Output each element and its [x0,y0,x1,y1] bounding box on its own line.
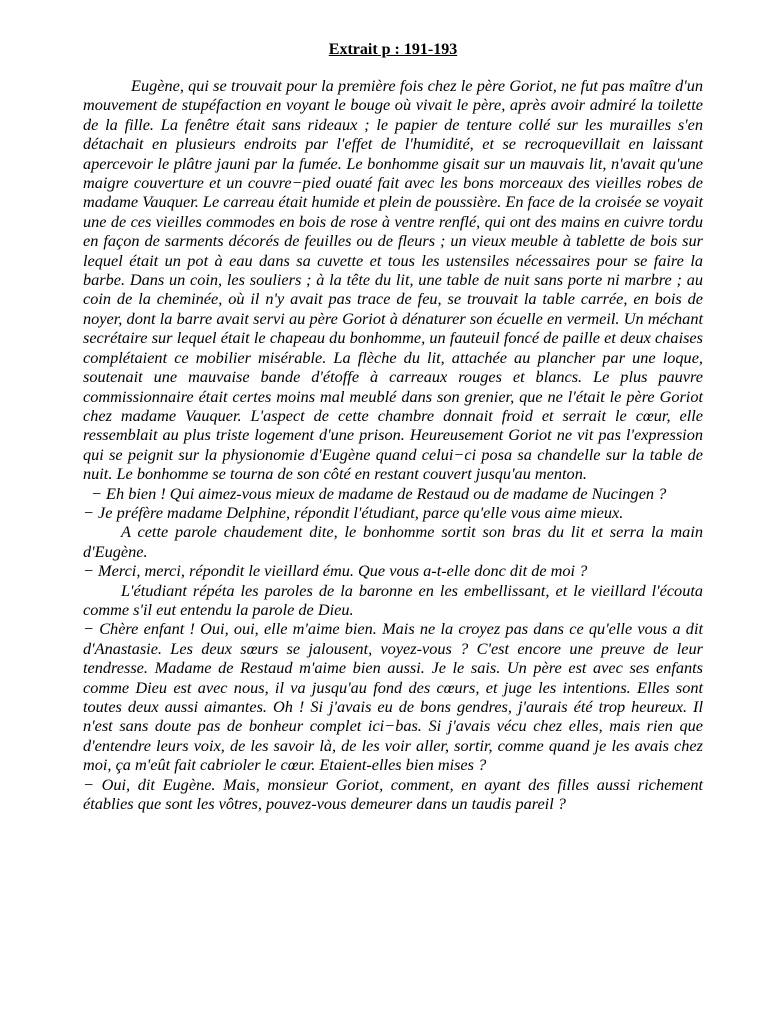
document-body [83,76,703,813]
paragraph-narration: A cette parole chaudement dite, le bonhomme sortit son bras du lit et serra la main d'Eugène. [83,522,703,561]
document-page [83,40,703,813]
paragraph-dialogue-reply: − Oui, dit Eugène. Mais, monsieur Goriot, comment, en ayant des filles aussi richement établies que sont les vôtres, pouvez-vous demeurer dans un taudis pareil ? [83,774,703,814]
paragraph-description: Eugène, qui se trouvait pour la première fois chez le père Goriot, ne fut pas maître d'un mouvement de stupéfaction en voyant le bouge où vivait le père, après avoir admiré la toilette de la fille. La fenêtre était sans rideaux ; le papier de tenture collé sur les murailles s'en détachait en plusieurs endroits par l'effet de l'humidité, et se recroquevillait en laissant apercevoir le plâtre jauni par la fumée. Le bonhomme gisait sur un mauvais lit, n'avait qu'une maigre couverture et un couvre−pied ouaté fait avec les bons morceaux des vieilles robes de madame Vauquer. Le carreau était humide et plein de poussière. En face de la croisée se voyait une de ces vieilles commodes en bois de rose à ventre renflé, qui ont des mains en cuivre tordu en façon de sarments décorés de feuilles ou de fleurs ; un vieux meuble à tablette de bois sur lequel était un pot à eau dans sa cuvette et tous les ustensiles nécessaires pour se faire la barbe. Dans un coin, les souliers ; à la tête du lit, une table de nuit sans porte ni marbre ; au coin de la cheminée, où il n'y avait pas trace de feu, se trouvait la table carrée, en bois de noyer, dont la barre avait servi au père Goriot à dénaturer son écuelle en vermeil. Un méchant secrétaire sur lequel était le chapeau du bonhomme, un fauteuil foncé de paille et deux chaises complétaient ce mobilier misérable. La flèche du lit, attachée au plancher par une loque, soutenait une mauvaise bande d'étoffe à carreaux rouges et blancs. Le plus pauvre commissionnaire était certes moins mal meublé dans son grenier, que ne l'était le père Goriot chez madame Vauquer. L'aspect de cette chambre donnait froid et serrait le cœur, elle ressemblait au plus triste logement d'une prison. Heureusement Goriot ne vit pas l'expression qui se peignit sur la physionomie d'Eugène quand celui−ci posa sa chandelle sur la table de nuit. Le bonhomme se tourna de son côté en restant couvert jusqu'au menton. [83,76,703,484]
document-title: Extrait p : 191-193 [328,41,458,58]
paragraph-dialogue-monologue: − Chère enfant ! Oui, oui, elle m'aime bien. Mais ne la croyez pas dans ce qu'elle vous a dit d'Anastasie. Les deux sœurs se jalousent, voyez-vous ? C'est encore une preuve de leur tendresse. Madame de Restaud m'aime bien aussi. Je le sais. Un père est avec ses enfants comme Dieu est avec nous, il va jusqu'au fond des cœurs, et juge les intentions. Elles sont toutes deux aussi aimantes. Oh ! Si j'avais eu de bons gendres, j'aurais été trop heureux. Il n'est sans doute pas de bonheur complet ici−bas. Si j'avais vécu chez elles, mais rien que d'entendre leurs voix, de les savoir là, de les voir aller, sortir, comme quand je les avais chez moi, ça m'eût fait cabrioler le cœur. Etaient-elles bien mises ? [83,619,703,775]
paragraph-dialogue-thanks: − Merci, merci, répondit le vieillard ému. Que vous a-t-elle donc dit de moi ? [83,561,588,581]
paragraph-narration: L'étudiant répéta les paroles de la baronne en les embellissant, et le vieillard l'écouta comme s'il eut entendu la parole de Dieu. [83,580,703,619]
paragraph-dialogue-answer: − Je préfère madame Delphine, répondit l'étudiant, parce qu'elle vous aime mieux. [83,502,624,522]
paragraph-dialogue-question: − Eh bien ! Qui aimez-vous mieux de madame de Restaud ou de madame de Nucingen ? [91,483,667,503]
